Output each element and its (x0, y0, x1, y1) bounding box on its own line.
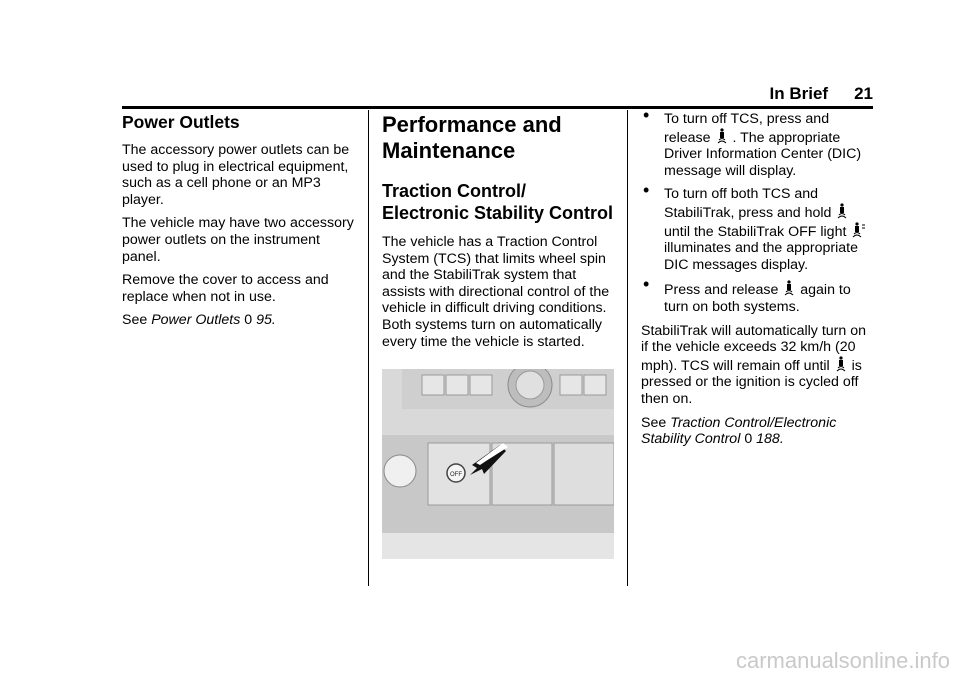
bullet-1-text-b: . The appropriate Driver Information Center (DIC) message will display. (664, 129, 862, 179)
tcs-off-icon (836, 356, 846, 373)
bullet-dot: • (643, 274, 650, 295)
column-power-outlets (122, 112, 358, 336)
tcs-off-icon (784, 280, 794, 297)
power-outlets-para-3: Remove the cover to access and replace when not in use. (122, 272, 329, 305)
traction-control-see-ref (641, 415, 873, 448)
column-divider-1 (368, 110, 369, 586)
page-number: 21 (854, 84, 873, 103)
column-performance (382, 112, 617, 357)
traction-control-page-ref[interactable]: 188. (756, 431, 784, 448)
power-outlets-page-ref[interactable]: 95. (256, 312, 276, 329)
svg-text:OFF: OFF (450, 472, 462, 478)
bullet-1-text-a: To turn off TCS, press and release (664, 111, 830, 146)
tcs-off-icon (837, 203, 847, 220)
bullet-turn-off-tcs (641, 105, 873, 179)
page-ref-arrow: 0 (244, 312, 253, 329)
column-divider-2 (627, 110, 628, 586)
page-header (770, 84, 873, 104)
traction-control-link[interactable]: Traction Control/Electronic Stability Control (641, 414, 837, 448)
bullet-2-text-c: illuminates and the appropriate DIC messages display. (664, 240, 859, 273)
bullet-3-text-a: Press and release (664, 282, 779, 299)
bullet-turn-on (641, 274, 873, 315)
bullet-2-text-a: To turn off both TCS and StabiliTrak, press and hold (664, 186, 832, 221)
page-ref-arrow: 0 (744, 431, 753, 448)
power-outlets-link[interactable]: Power Outlets (151, 312, 241, 329)
tcs-off-icon (717, 128, 727, 145)
traction-control-para: The vehicle has a Traction Control System (TCS) that limits wheel spin and the StabiliTrak system that assists with directional control of the vehicle in difficult driving conditions. Both systems turn on automatically every time the vehicle is started. (382, 234, 610, 350)
section-title: In Brief (769, 84, 829, 103)
watermark: carmanualsonline.info (735, 648, 950, 673)
power-outlets-heading: Power Outlets (122, 112, 240, 132)
traction-control-heading: Traction Control/ Electronic Stability Control (382, 181, 614, 223)
bullet-turn-off-both (641, 180, 873, 273)
power-outlets-para-2: The vehicle may have two accessory power outlets on the instrument panel. (122, 215, 354, 265)
performance-heading: Performance and Maintenance (382, 112, 562, 163)
see-prefix: See (122, 312, 148, 329)
column-tcs-instructions (641, 105, 873, 455)
tcs-button-illustration (382, 369, 614, 559)
bullet-2-text-b: until the StabiliTrak OFF light (664, 223, 847, 240)
bullet-dot: • (643, 180, 650, 201)
bullet-3-text-b: again to turn on both systems. (664, 282, 851, 315)
auto-para-text-b: is pressed or the ignition is cycled off then on. (641, 357, 862, 407)
bullet-dot: • (643, 105, 650, 125)
power-outlets-para-1: The accessory power outlets can be used to plug in electrical equipment, such as a cell phone or an MP3 player. (122, 142, 350, 208)
stabilitrak-auto-para (641, 323, 873, 408)
auto-para-text-a: StabiliTrak will automatically turn on if the vehicle exceeds 32 km/h (20 mph). TCS will remain off until (641, 322, 866, 374)
stabilitrak-off-light-icon (852, 222, 866, 239)
header-rule (122, 106, 873, 109)
power-outlets-see-ref (122, 312, 358, 329)
see-prefix: See (641, 414, 667, 431)
